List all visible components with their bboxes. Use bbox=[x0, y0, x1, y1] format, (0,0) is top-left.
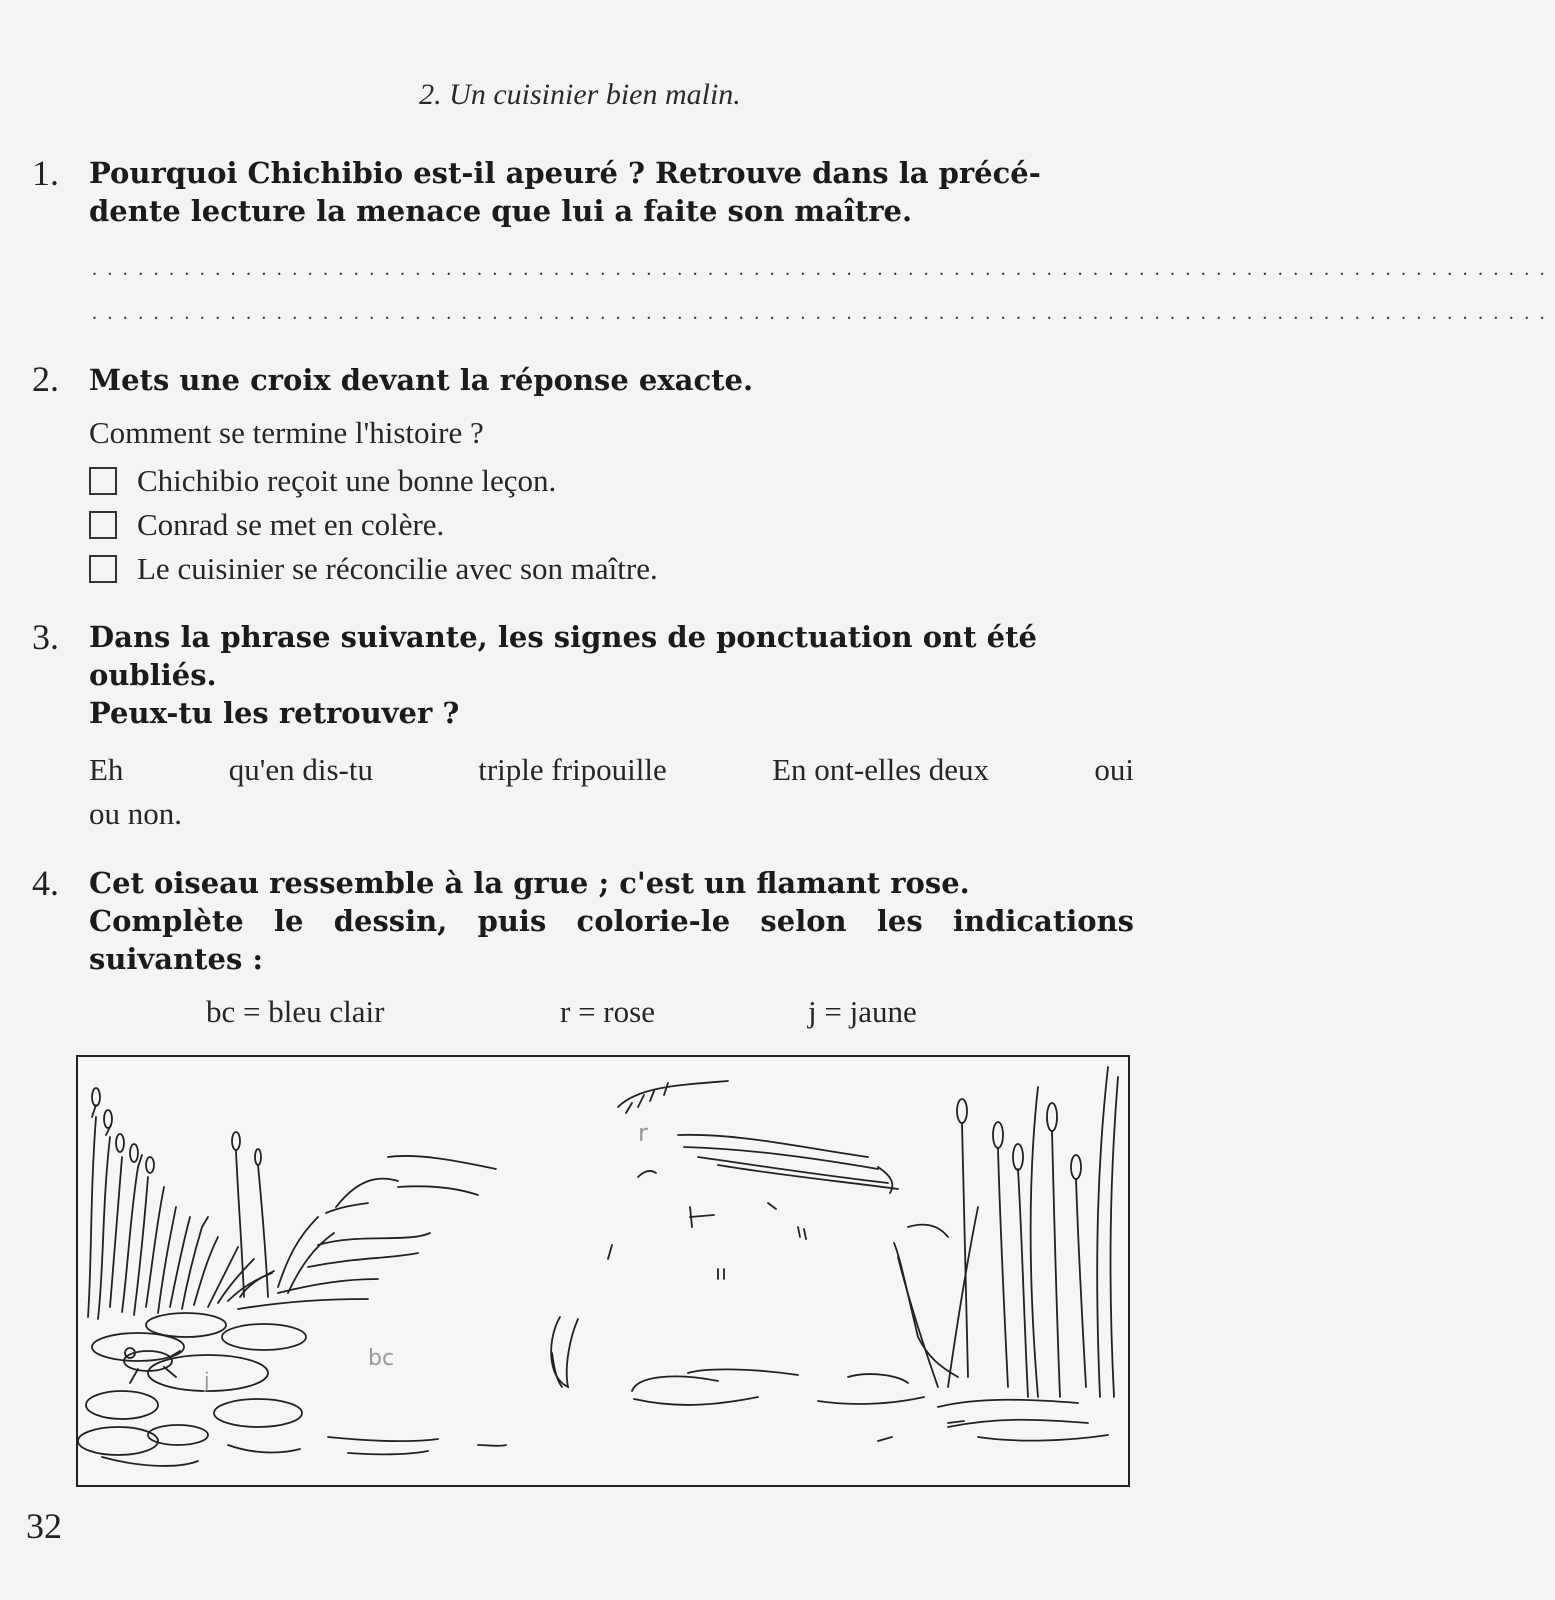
question-1-line-1: Pourquoi Chichibio est-il apeuré ? Retrouve dans la précé- bbox=[89, 156, 1041, 190]
option-label-3: Le cuisinier se réconcilie avec son maître. bbox=[137, 551, 658, 586]
label-bc: bc bbox=[368, 1346, 395, 1371]
question-3-line-2: oubliés. bbox=[89, 658, 217, 692]
checkbox-1[interactable] bbox=[89, 467, 117, 495]
question-1-line-2: dente lecture la menace que lui a faite son maître. bbox=[89, 194, 913, 228]
water-lines-right bbox=[328, 1369, 1108, 1454]
punctuation-sentence[interactable] bbox=[89, 748, 1134, 836]
right-reeds bbox=[894, 1067, 1118, 1427]
question-4-number: 4. bbox=[32, 863, 59, 903]
legend-bleu-clair: bc = bleu clair bbox=[206, 994, 385, 1029]
lily-pads bbox=[78, 1313, 306, 1466]
option-label-2: Conrad se met en colère. bbox=[137, 507, 445, 542]
question-1-number: 1. bbox=[32, 153, 59, 193]
sentence-word-4: En ont-elles deux bbox=[772, 752, 990, 787]
question-4-text bbox=[89, 864, 1134, 978]
option-row-1[interactable] bbox=[89, 461, 556, 501]
option-row-2[interactable] bbox=[89, 505, 444, 545]
question-3-number: 3. bbox=[32, 617, 59, 657]
legend-rose: r = rose bbox=[560, 994, 655, 1029]
pond-scene-drawing bbox=[78, 1057, 1128, 1485]
water-lines-left bbox=[238, 1156, 496, 1309]
option-label-1: Chichibio reçoit une bonne leçon. bbox=[137, 463, 557, 498]
question-4-line-1: Cet oiseau ressemble à la grue ; c'est un flamant rose. bbox=[89, 866, 970, 900]
question-4-line-3: suivantes : bbox=[89, 942, 264, 976]
question-3-text bbox=[89, 618, 1134, 732]
page-number: 32 bbox=[26, 1506, 62, 1546]
label-j: j bbox=[204, 1368, 210, 1392]
legend-jaune: j = jaune bbox=[808, 994, 917, 1029]
option-row-3[interactable] bbox=[89, 549, 658, 589]
label-r: r bbox=[638, 1119, 648, 1147]
question-2-number: 2. bbox=[32, 359, 59, 399]
checkbox-3[interactable] bbox=[89, 555, 117, 583]
sentence-word-2: qu'en dis-tu bbox=[228, 752, 373, 787]
sentence-end: ou non. bbox=[89, 796, 182, 831]
question-3-line-1: Dans la phrase suivante, les signes de ponctuation ont été bbox=[89, 620, 1037, 654]
sentence-word-5: oui bbox=[1094, 752, 1134, 787]
sentence-word-3: triple fripouille bbox=[478, 752, 667, 787]
answer-line-1[interactable]: ............................................................................................... bbox=[92, 258, 1555, 280]
sentence-word-1: Eh bbox=[89, 752, 124, 787]
chapter-title: 2. Un cuisinier bien malin. bbox=[419, 78, 741, 111]
left-reeds bbox=[88, 1088, 368, 1319]
question-4-line-2: Complète le dessin, puis colorie-le selon les indications bbox=[89, 904, 1134, 938]
flamingo-partial bbox=[551, 1081, 898, 1387]
answer-line-2[interactable]: ............................................................................................... bbox=[92, 302, 1555, 324]
coloring-illustration[interactable] bbox=[76, 1055, 1130, 1487]
question-2-prompt: Comment se termine l'histoire ? bbox=[89, 415, 484, 450]
question-2-instruction: Mets une croix devant la réponse exacte. bbox=[89, 363, 754, 397]
question-3-line-3: Peux-tu les retrouver ? bbox=[89, 696, 460, 730]
checkbox-2[interactable] bbox=[89, 511, 117, 539]
question-1-text bbox=[89, 154, 1134, 230]
